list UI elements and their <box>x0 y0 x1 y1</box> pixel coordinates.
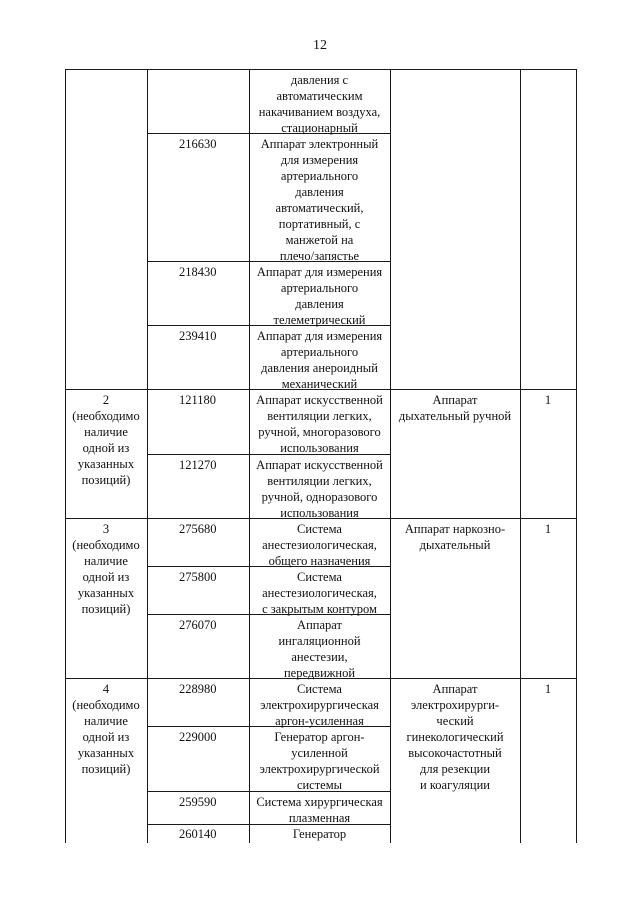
quantity: 1 <box>544 522 552 536</box>
requirement-name: Аппарат наркозно- дыхательный <box>404 522 506 552</box>
group-label: 2 (необходимо наличие одной из указанных позиций) <box>72 393 140 487</box>
table-border-top <box>65 69 577 70</box>
page-number: 12 <box>313 38 327 53</box>
quantity: 1 <box>544 682 552 696</box>
device-name: давления с автоматическим накачиванием воздуха, стационарный <box>258 73 381 135</box>
device-name: Система электрохирургическая аргон-усиленная <box>260 682 379 728</box>
device-name: Аппарат искусственной вентиляции легких, ручной, многоразового использования <box>256 393 383 455</box>
table-border-right <box>576 69 577 843</box>
device-code: 259590 <box>179 795 217 809</box>
quantity: 1 <box>544 393 552 407</box>
device-code: 121270 <box>179 458 217 472</box>
device-name: Система анестезиологическая, общего назначения <box>262 522 377 568</box>
device-code: 229000 <box>179 730 217 744</box>
device-code: 218430 <box>179 265 217 279</box>
device-code: 121180 <box>179 393 217 407</box>
device-code: 260140 <box>179 827 217 841</box>
requirement-name: Аппарат дыхательный ручной <box>398 393 512 423</box>
group-label: 4 (необходимо наличие одной из указанных позиций) <box>72 682 140 776</box>
equipment-table <box>65 69 577 843</box>
requirement-name: Аппарат электрохирурги- ческий гинекологический высокочастотный для резекции и коагуляции <box>406 682 504 792</box>
table-rule-col-qty <box>520 69 521 843</box>
device-name: Система хирургическая плазменная <box>256 795 383 825</box>
device-code: 275680 <box>179 522 217 536</box>
device-code: 228980 <box>179 682 217 696</box>
device-name: Аппарат электронный для измерения артериального давления автоматический, портативный, с манжетой на плечо/запястье <box>260 137 379 263</box>
group-label: 3 (необходимо наличие одной из указанных позиций) <box>72 522 140 616</box>
device-name: Аппарат для измерения артериального давления телеметрический <box>256 265 383 327</box>
device-code: 275800 <box>179 570 217 584</box>
device-name: Аппарат для измерения артериального давления анероидный механический <box>256 329 383 391</box>
device-name: Система анестезиологическая, с закрытым контуром <box>262 570 377 616</box>
device-name: Аппарат ингаляционной анестезии, передвижной <box>278 618 361 680</box>
device-code: 216630 <box>179 137 217 151</box>
device-name: Генератор аргон- усиленной электрохирургической системы <box>259 730 380 792</box>
device-name: Аппарат искусственной вентиляции легких, ручной, одноразового использования <box>256 458 383 520</box>
device-code: 276070 <box>179 618 217 632</box>
device-name: Генератор <box>292 827 347 841</box>
device-code: 239410 <box>179 329 217 343</box>
